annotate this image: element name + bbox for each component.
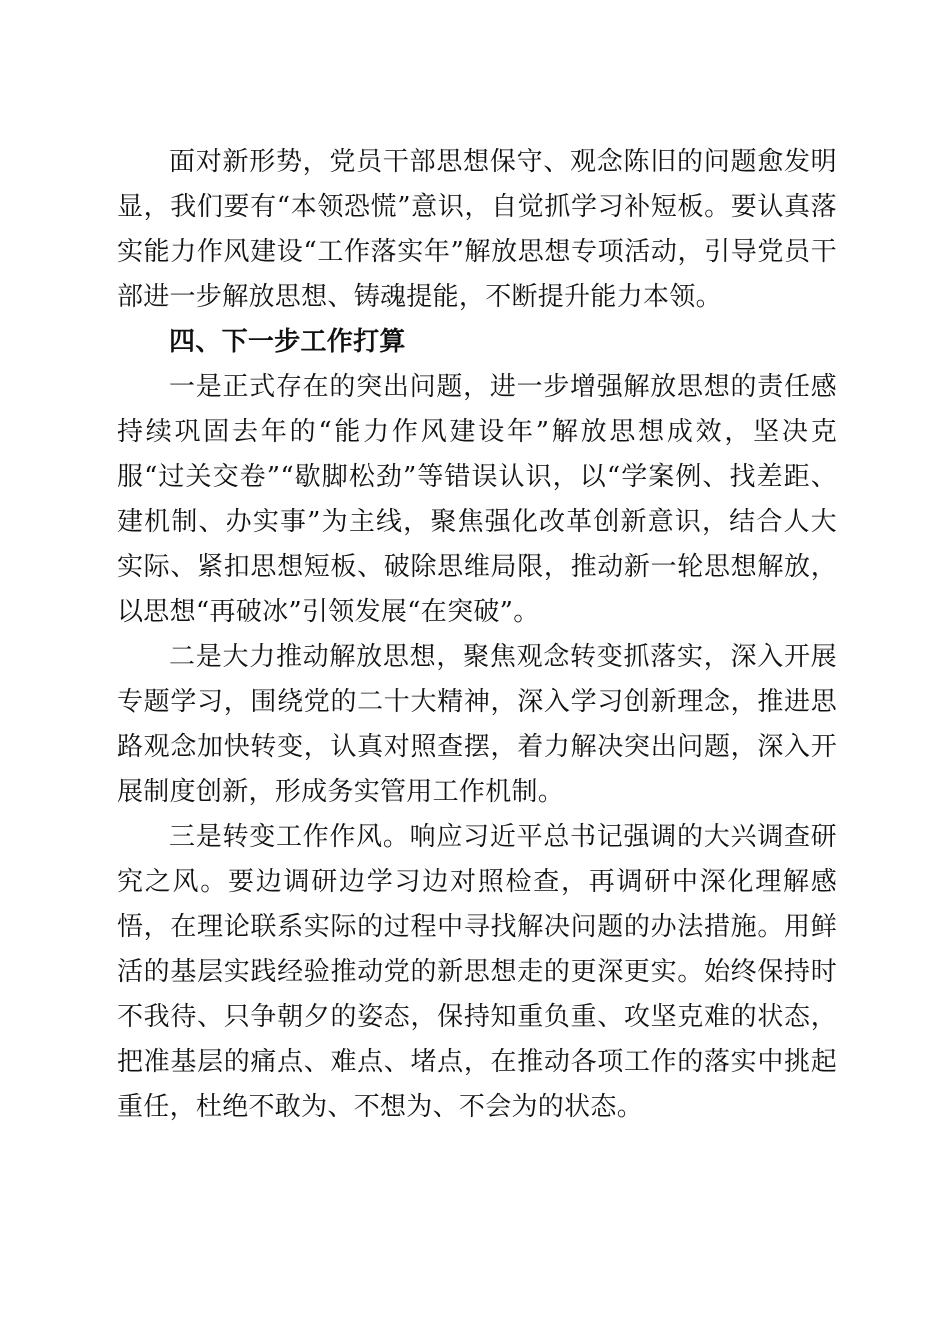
paragraph-ability-panic: 面对新形势，党员干部思想保守、观念陈旧的问题愈发明显，我们要有“本领恐慌”意识，自觉抓学习补短板。要认真落实能力作风建设“工作落实年”解放思想专项活动，引导党员干部进一步解放思想、铸魂提能，不断提升能力本领。 [117,147,837,312]
paragraph-point-one: 一是正式存在的突出问题，进一步增强解放思想的责任感持续巩固去年的“能力作风建设年”解放思想成效，坚决克服“过关交卷”“歇脚松劲”等错误认识，以“学案例、找差距、建机制、办实事”为主线，聚焦强化改革创新意识，结合人大实际、紧扣思想短板、破除思维局限，推动新一轮思想解放，以思想“再破冰”引领发展“在突破”。 [117,372,837,627]
paragraph-point-three: 三是转变工作作风。响应习近平总书记强调的大兴调查研究之风。要边调研边学习边对照检查，再调研中深化理解感悟，在理论联系实际的过程中寻找解决问题的办法措施。用鲜活的基层实践经验推动党的新思想走的更深更实。始终保持时不我待、只争朝夕的姿态，保持知重负重、攻坚克难的状态，把准基层的痛点、难点、堵点，在推动各项工作的落实中挑起重任，杜绝不敢为、不想为、不会为的状态。 [117,822,837,1122]
document-body [117,140,837,1130]
paragraph-point-two: 二是大力推动解放思想，聚焦观念转变抓落实，深入开展专题学习，围绕党的二十大精神，深入学习创新理念，推进思路观念加快转变，认真对照查摆，着力解决突出问题，深入开展制度创新，形成务实管用工作机制。 [117,642,837,807]
section-heading-next-steps: 四、下一步工作打算 [169,327,406,357]
